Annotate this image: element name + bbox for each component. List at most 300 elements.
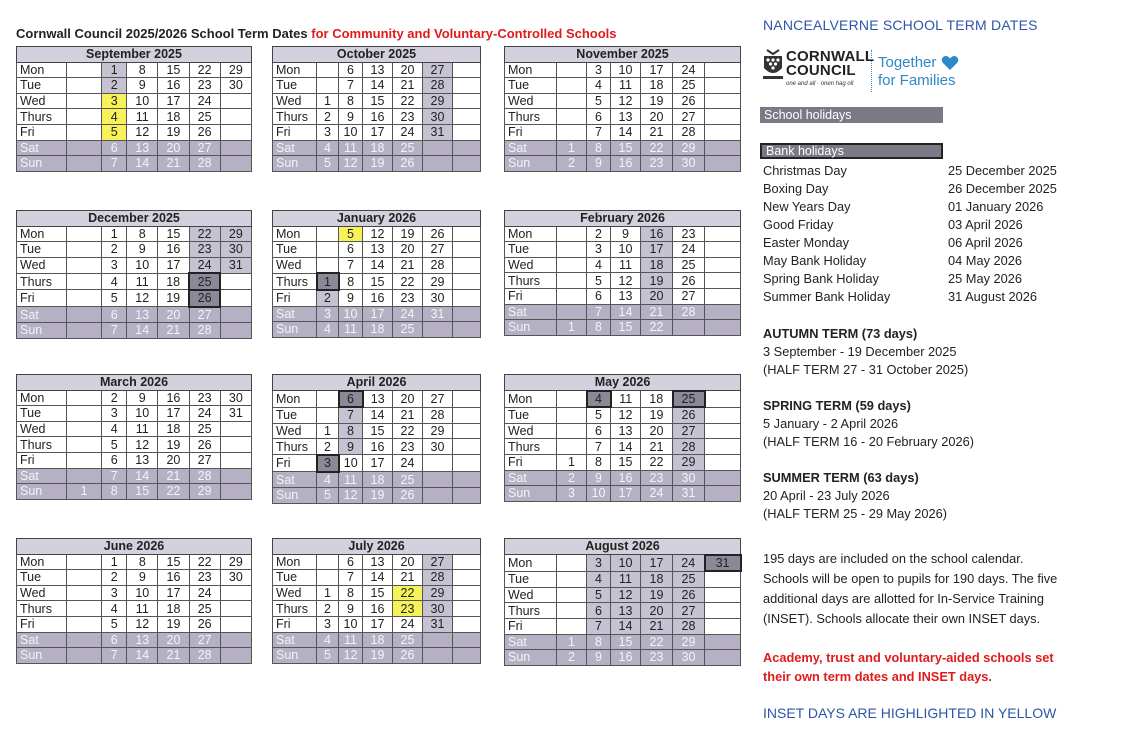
day-cell: 13 bbox=[363, 554, 393, 570]
day-cell: 13 bbox=[611, 423, 641, 439]
day-cell: 20 bbox=[158, 140, 189, 156]
day-label: Sat bbox=[273, 472, 317, 488]
month-calendar bbox=[272, 210, 481, 338]
month-calendar bbox=[16, 210, 252, 339]
week-row bbox=[17, 242, 252, 258]
day-label: Sun bbox=[17, 484, 67, 500]
day-cell: 10 bbox=[339, 616, 363, 632]
holiday-name: Spring Bank Holiday bbox=[763, 271, 879, 286]
holiday-name: Good Friday bbox=[763, 217, 834, 232]
day-cell bbox=[453, 439, 481, 455]
list-item bbox=[763, 234, 1057, 252]
day-cell: 15 bbox=[158, 62, 189, 78]
day-cell bbox=[220, 421, 251, 437]
day-cell: 21 bbox=[641, 304, 673, 320]
day-label: Thurs bbox=[17, 273, 67, 290]
day-cell: 1 bbox=[557, 320, 587, 336]
week-row bbox=[273, 62, 481, 78]
info-line: 195 days are included on the school calendar. bbox=[763, 551, 1024, 566]
day-cell bbox=[220, 124, 251, 140]
day-cell: 30 bbox=[220, 242, 251, 258]
day-cell: 23 bbox=[189, 390, 220, 406]
day-cell: 12 bbox=[611, 93, 641, 109]
day-cell bbox=[220, 585, 251, 601]
day-cell bbox=[453, 632, 481, 648]
day-label: Wed bbox=[273, 93, 317, 109]
holiday-date: 25 December 2025 bbox=[948, 163, 1057, 178]
week-row bbox=[505, 320, 741, 336]
day-cell: 27 bbox=[423, 242, 453, 258]
day-cell bbox=[453, 257, 481, 273]
day-cell: 2 bbox=[102, 242, 127, 258]
day-label: Sat bbox=[273, 306, 317, 322]
week-row bbox=[505, 634, 741, 650]
day-cell: 24 bbox=[393, 616, 423, 632]
day-cell: 5 bbox=[587, 93, 611, 109]
day-cell: 25 bbox=[673, 78, 705, 94]
day-cell: 30 bbox=[673, 650, 705, 666]
day-cell bbox=[220, 93, 251, 109]
bank-holiday-list bbox=[763, 162, 1057, 306]
day-cell: 16 bbox=[158, 390, 189, 406]
day-cell: 30 bbox=[423, 439, 453, 455]
day-cell bbox=[453, 124, 481, 140]
day-cell: 1 bbox=[317, 93, 339, 109]
week-row bbox=[17, 226, 252, 242]
tf-line2: for Families bbox=[878, 72, 956, 89]
week-row bbox=[505, 486, 741, 502]
day-cell: 20 bbox=[641, 109, 673, 125]
info-line: (INSET). Schools allocate their own INSET days. bbox=[763, 611, 1041, 626]
day-cell: 2 bbox=[102, 390, 127, 406]
day-cell: 26 bbox=[673, 93, 705, 109]
day-cell bbox=[317, 391, 339, 408]
week-row bbox=[505, 571, 741, 587]
day-cell: 25 bbox=[393, 632, 423, 648]
day-cell bbox=[220, 616, 251, 632]
day-cell bbox=[705, 140, 741, 156]
day-cell: 6 bbox=[339, 62, 363, 78]
day-label: Sat bbox=[17, 468, 67, 484]
day-cell: 22 bbox=[641, 320, 673, 336]
day-label: Tue bbox=[505, 407, 557, 423]
week-row bbox=[273, 439, 481, 455]
day-cell: 28 bbox=[423, 407, 453, 423]
day-cell: 4 bbox=[102, 601, 127, 617]
day-cell: 15 bbox=[158, 554, 189, 570]
day-cell: 1 bbox=[66, 484, 101, 500]
month-header: March 2026 bbox=[17, 375, 252, 391]
day-cell: 18 bbox=[363, 322, 393, 338]
week-row bbox=[17, 406, 252, 422]
day-cell: 27 bbox=[423, 391, 453, 408]
academy-line: Academy, trust and voluntary-aided schools set bbox=[763, 650, 1054, 665]
day-cell: 19 bbox=[641, 273, 673, 289]
day-cell: 23 bbox=[189, 242, 220, 258]
term-half-term: (HALF TERM 25 - 29 May 2026) bbox=[763, 506, 947, 521]
day-cell: 17 bbox=[363, 616, 393, 632]
term-dates: 20 April - 23 July 2026 bbox=[763, 488, 890, 503]
week-row bbox=[505, 109, 741, 125]
day-cell: 17 bbox=[363, 124, 393, 140]
day-cell: 3 bbox=[102, 257, 127, 273]
day-cell bbox=[66, 585, 101, 601]
day-cell: 24 bbox=[641, 486, 673, 502]
day-cell bbox=[557, 603, 587, 619]
day-label: Wed bbox=[17, 421, 67, 437]
day-cell: 27 bbox=[423, 62, 453, 78]
week-row bbox=[273, 472, 481, 488]
day-cell: 12 bbox=[127, 290, 158, 307]
week-row bbox=[17, 290, 252, 307]
day-cell: 3 bbox=[587, 555, 611, 572]
day-cell bbox=[705, 407, 741, 423]
council-line1: CORNWALL bbox=[786, 48, 875, 65]
day-label: Mon bbox=[505, 555, 557, 572]
week-row bbox=[17, 62, 252, 78]
day-cell: 3 bbox=[587, 62, 611, 78]
day-cell: 20 bbox=[641, 603, 673, 619]
day-cell bbox=[705, 156, 741, 172]
day-cell: 14 bbox=[611, 618, 641, 634]
day-cell bbox=[705, 124, 741, 140]
day-label: Thurs bbox=[273, 439, 317, 455]
day-cell: 24 bbox=[393, 306, 423, 322]
day-cell: 28 bbox=[423, 570, 453, 586]
day-cell: 23 bbox=[393, 439, 423, 455]
day-cell: 1 bbox=[557, 140, 587, 156]
day-cell: 2 bbox=[587, 226, 611, 242]
day-cell: 13 bbox=[363, 62, 393, 78]
day-cell: 1 bbox=[317, 273, 339, 290]
day-label: Mon bbox=[17, 226, 67, 242]
day-cell: 12 bbox=[339, 648, 363, 664]
day-cell: 25 bbox=[673, 571, 705, 587]
day-cell: 28 bbox=[673, 304, 705, 320]
day-cell: 22 bbox=[393, 423, 423, 439]
day-cell: 11 bbox=[339, 140, 363, 156]
day-cell: 29 bbox=[673, 634, 705, 650]
day-cell bbox=[220, 601, 251, 617]
day-cell: 20 bbox=[641, 288, 673, 304]
day-cell: 29 bbox=[423, 585, 453, 601]
day-label: Sat bbox=[17, 140, 67, 156]
day-cell: 24 bbox=[189, 257, 220, 273]
day-cell: 29 bbox=[220, 554, 251, 570]
week-row bbox=[17, 585, 252, 601]
day-cell bbox=[453, 306, 481, 322]
day-cell: 14 bbox=[127, 323, 158, 339]
day-cell: 9 bbox=[611, 226, 641, 242]
month-header: June 2026 bbox=[17, 539, 252, 555]
holiday-date: 01 January 2026 bbox=[948, 199, 1044, 214]
week-row bbox=[505, 391, 741, 408]
day-cell: 8 bbox=[102, 484, 127, 500]
day-cell: 27 bbox=[673, 288, 705, 304]
day-label: Tue bbox=[273, 78, 317, 94]
day-label: Tue bbox=[273, 570, 317, 586]
day-cell bbox=[453, 273, 481, 290]
day-cell: 11 bbox=[611, 78, 641, 94]
day-cell: 12 bbox=[363, 226, 393, 242]
day-cell: 1 bbox=[317, 423, 339, 439]
holiday-date: 25 May 2026 bbox=[948, 271, 1022, 286]
day-cell bbox=[66, 140, 101, 156]
week-row bbox=[505, 242, 741, 258]
day-cell: 4 bbox=[102, 273, 127, 290]
day-cell bbox=[220, 273, 251, 290]
day-cell: 2 bbox=[317, 109, 339, 125]
day-cell: 15 bbox=[611, 140, 641, 156]
day-cell bbox=[705, 634, 741, 650]
day-cell: 21 bbox=[393, 570, 423, 586]
day-cell: 28 bbox=[189, 648, 220, 664]
info-line: additional days are allotted for In-Service Training bbox=[763, 591, 1044, 606]
week-row bbox=[505, 226, 741, 242]
week-row bbox=[17, 632, 252, 648]
day-cell: 18 bbox=[363, 140, 393, 156]
day-label: Wed bbox=[505, 93, 557, 109]
day-label: Sat bbox=[17, 632, 67, 648]
council-line2: COUNCIL bbox=[786, 62, 856, 79]
week-row bbox=[505, 62, 741, 78]
day-cell: 13 bbox=[363, 391, 393, 408]
day-label: Sun bbox=[505, 650, 557, 666]
day-cell: 17 bbox=[641, 62, 673, 78]
day-cell: 29 bbox=[220, 62, 251, 78]
week-row bbox=[505, 618, 741, 634]
day-label: Sun bbox=[17, 323, 67, 339]
day-cell: 20 bbox=[393, 391, 423, 408]
day-cell bbox=[557, 391, 587, 408]
academy-note bbox=[763, 648, 1054, 686]
week-row bbox=[505, 93, 741, 109]
day-cell: 19 bbox=[158, 437, 189, 453]
week-row bbox=[273, 616, 481, 632]
day-cell: 30 bbox=[220, 78, 251, 94]
term-heading: AUTUMN TERM (73 days) bbox=[763, 326, 918, 341]
day-label: Wed bbox=[505, 423, 557, 439]
day-label: Wed bbox=[505, 587, 557, 603]
week-row bbox=[505, 423, 741, 439]
day-cell: 17 bbox=[158, 585, 189, 601]
day-label: Sat bbox=[505, 140, 557, 156]
month-calendar bbox=[272, 374, 481, 504]
day-cell: 8 bbox=[587, 320, 611, 336]
day-label: Mon bbox=[273, 226, 317, 242]
day-cell: 10 bbox=[339, 306, 363, 322]
day-cell: 13 bbox=[127, 632, 158, 648]
day-cell bbox=[66, 93, 101, 109]
day-label: Fri bbox=[17, 124, 67, 140]
day-cell: 23 bbox=[641, 470, 673, 486]
day-label: Thurs bbox=[505, 273, 557, 289]
day-cell bbox=[66, 109, 101, 125]
day-cell: 10 bbox=[127, 257, 158, 273]
day-cell bbox=[66, 616, 101, 632]
day-label: Fri bbox=[273, 616, 317, 632]
day-cell: 4 bbox=[102, 421, 127, 437]
council-name bbox=[786, 50, 874, 78]
day-cell: 23 bbox=[189, 78, 220, 94]
term-dates: 5 January - 2 April 2026 bbox=[763, 416, 899, 431]
day-cell: 13 bbox=[127, 307, 158, 323]
day-cell bbox=[453, 140, 481, 156]
day-cell bbox=[557, 439, 587, 455]
day-cell: 17 bbox=[641, 242, 673, 258]
day-cell: 21 bbox=[393, 257, 423, 273]
day-cell: 26 bbox=[393, 488, 423, 504]
day-label: Mon bbox=[505, 226, 557, 242]
school-title: NANCEALVERNE SCHOOL TERM DATES bbox=[763, 17, 1038, 33]
day-cell bbox=[557, 257, 587, 273]
day-label: Thurs bbox=[273, 273, 317, 290]
day-cell: 17 bbox=[641, 555, 673, 572]
day-cell: 16 bbox=[611, 650, 641, 666]
day-cell bbox=[220, 632, 251, 648]
day-cell bbox=[66, 273, 101, 290]
day-label: Fri bbox=[17, 616, 67, 632]
day-cell: 29 bbox=[673, 140, 705, 156]
inset-note: INSET DAYS ARE HIGHLIGHTED IN YELLOW bbox=[763, 705, 1057, 721]
day-cell: 23 bbox=[641, 156, 673, 172]
week-row bbox=[17, 421, 252, 437]
day-cell: 19 bbox=[363, 648, 393, 664]
day-cell: 25 bbox=[393, 472, 423, 488]
title-red-text: for Community and Voluntary-Controlled Schools bbox=[311, 26, 617, 41]
day-cell: 10 bbox=[127, 93, 158, 109]
day-cell: 2 bbox=[557, 470, 587, 486]
week-row bbox=[505, 273, 741, 289]
day-cell: 20 bbox=[158, 632, 189, 648]
list-item bbox=[763, 270, 1057, 288]
day-cell: 24 bbox=[189, 93, 220, 109]
day-cell bbox=[453, 648, 481, 664]
week-row bbox=[17, 390, 252, 406]
day-cell: 5 bbox=[317, 156, 339, 172]
week-row bbox=[505, 587, 741, 603]
day-cell: 24 bbox=[393, 455, 423, 472]
day-cell: 22 bbox=[189, 62, 220, 78]
day-cell bbox=[453, 322, 481, 338]
day-cell: 27 bbox=[189, 452, 220, 468]
day-cell bbox=[705, 320, 741, 336]
day-label: Fri bbox=[273, 290, 317, 306]
day-label: Sun bbox=[505, 320, 557, 336]
week-row bbox=[17, 616, 252, 632]
day-cell: 30 bbox=[673, 156, 705, 172]
day-cell: 28 bbox=[673, 124, 705, 140]
day-cell: 17 bbox=[158, 257, 189, 273]
day-cell bbox=[66, 601, 101, 617]
day-cell: 16 bbox=[158, 570, 189, 586]
week-row bbox=[273, 156, 481, 172]
month-header: July 2026 bbox=[273, 539, 481, 555]
day-label: Thurs bbox=[17, 437, 67, 453]
day-cell bbox=[705, 587, 741, 603]
term-half-term: (HALF TERM 27 - 31 October 2025) bbox=[763, 362, 969, 377]
day-label: Sat bbox=[505, 470, 557, 486]
day-cell: 9 bbox=[127, 242, 158, 258]
day-cell: 14 bbox=[611, 304, 641, 320]
day-cell: 11 bbox=[611, 391, 641, 408]
week-row bbox=[17, 468, 252, 484]
day-label: Tue bbox=[505, 571, 557, 587]
week-row bbox=[273, 273, 481, 290]
day-cell bbox=[423, 455, 453, 472]
month-header: August 2026 bbox=[505, 539, 741, 555]
day-cell: 3 bbox=[587, 242, 611, 258]
day-cell bbox=[453, 290, 481, 306]
day-cell bbox=[66, 468, 101, 484]
week-row bbox=[273, 601, 481, 617]
day-label: Tue bbox=[17, 78, 67, 94]
day-cell: 20 bbox=[641, 423, 673, 439]
day-cell: 11 bbox=[339, 322, 363, 338]
day-label: Wed bbox=[17, 585, 67, 601]
day-cell: 6 bbox=[102, 307, 127, 323]
day-cell: 13 bbox=[611, 288, 641, 304]
day-cell: 18 bbox=[158, 421, 189, 437]
week-row bbox=[273, 257, 481, 273]
day-cell bbox=[66, 554, 101, 570]
week-row bbox=[273, 554, 481, 570]
day-cell bbox=[453, 423, 481, 439]
day-cell: 5 bbox=[339, 226, 363, 242]
day-cell bbox=[557, 571, 587, 587]
day-cell: 23 bbox=[641, 650, 673, 666]
day-cell: 31 bbox=[423, 306, 453, 322]
day-cell: 12 bbox=[611, 273, 641, 289]
day-cell bbox=[423, 322, 453, 338]
day-cell: 20 bbox=[393, 554, 423, 570]
tf-line1: Together bbox=[878, 54, 937, 71]
day-cell bbox=[453, 391, 481, 408]
day-cell: 9 bbox=[127, 78, 158, 94]
day-cell: 31 bbox=[673, 486, 705, 502]
day-cell: 2 bbox=[317, 290, 339, 306]
day-cell: 16 bbox=[363, 290, 393, 306]
day-cell bbox=[220, 648, 251, 664]
day-cell: 23 bbox=[393, 109, 423, 125]
day-cell bbox=[317, 78, 339, 94]
day-cell: 26 bbox=[673, 407, 705, 423]
day-cell: 4 bbox=[587, 78, 611, 94]
day-label: Wed bbox=[273, 257, 317, 273]
day-cell: 10 bbox=[127, 406, 158, 422]
day-cell: 6 bbox=[102, 140, 127, 156]
day-label: Sat bbox=[273, 140, 317, 156]
day-label: Sat bbox=[505, 304, 557, 320]
day-cell: 13 bbox=[611, 603, 641, 619]
day-label: Fri bbox=[17, 452, 67, 468]
day-cell: 11 bbox=[127, 601, 158, 617]
holiday-date: 26 December 2025 bbox=[948, 181, 1057, 196]
day-cell: 9 bbox=[587, 650, 611, 666]
day-cell: 6 bbox=[339, 554, 363, 570]
day-cell: 27 bbox=[189, 140, 220, 156]
week-row bbox=[505, 124, 741, 140]
day-cell: 15 bbox=[611, 320, 641, 336]
day-label: Sat bbox=[505, 634, 557, 650]
day-cell bbox=[705, 423, 741, 439]
day-cell: 3 bbox=[102, 93, 127, 109]
week-row bbox=[273, 423, 481, 439]
day-cell: 21 bbox=[393, 78, 423, 94]
day-cell: 29 bbox=[423, 273, 453, 290]
day-cell: 7 bbox=[587, 439, 611, 455]
school-holidays-legend: School holidays bbox=[760, 107, 943, 123]
